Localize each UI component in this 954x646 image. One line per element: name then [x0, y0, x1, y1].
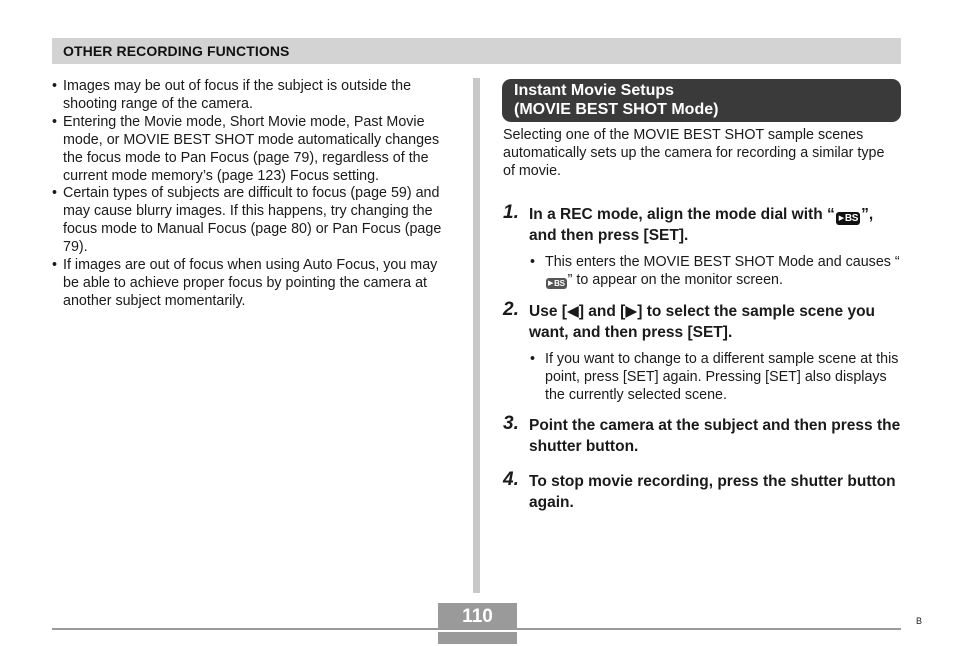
movie-best-shot-icon: ▶BS: [548, 279, 565, 288]
left-arrow-icon: ◀: [566, 303, 579, 320]
step-note: • This enters the MOVIE BEST SHOT Mode and causes “▶BS ” to appear on the monitor screen.: [529, 253, 901, 289]
step-2: [503, 299, 901, 404]
step-1: [503, 202, 901, 289]
focus-notes-list: [52, 78, 452, 311]
right-arrow-icon: ▶: [625, 303, 638, 320]
step-number: 4.: [503, 469, 519, 490]
movie-best-shot-icon: ▶BS: [836, 212, 860, 225]
section-header-bar: [52, 38, 901, 64]
step-instruction: Point the camera at the subject and then press the shutter button.: [529, 417, 901, 455]
list-item: • If images are out of focus when using Auto Focus, you may be able to achieve proper focus by pointing the camera at another subject momentarily.: [52, 257, 452, 311]
page-number-box: [438, 603, 517, 644]
list-item: • Images may be out of focus if the subject is outside the shooting range of the camera.: [52, 78, 452, 114]
step-3: [503, 413, 901, 457]
step-note: • If you want to change to a different sample scene at this point, press [SET] again. Pressing [SET] also displays the currently selected scene.: [529, 350, 901, 404]
section-heading-box: [502, 79, 901, 122]
section-title: [514, 81, 718, 119]
page-number: 110: [462, 606, 493, 627]
section-intro: Selecting one of the MOVIE BEST SHOT sample scenes automatically sets up the camera for recording a similar type of movie.: [503, 127, 885, 179]
step-4: [503, 469, 901, 513]
corner-letter: B: [916, 616, 923, 626]
step-number: 2.: [503, 299, 519, 320]
left-column: [52, 78, 452, 311]
step-instruction: In a REC mode, align the mode dial with “ ▶BS ”, and then press [SET].: [529, 206, 874, 244]
column-divider: [473, 78, 480, 593]
step-number: 1.: [503, 202, 519, 223]
step-instruction: Use [◀] and [▶] to select the sample scene you want, and then press [SET].: [529, 303, 876, 341]
list-item: • Entering the Movie mode, Short Movie mode, Past Movie mode, or MOVIE BEST SHOT mode automatically changes the focus mode to Pan Focus (page 79), regardless of the current mode memory’s (page 123) Focus setting.: [52, 114, 452, 186]
section-title-line2: (MOVIE BEST SHOT Mode): [514, 101, 719, 118]
header-title: OTHER RECORDING FUNCTIONS: [63, 43, 290, 59]
section-title-line1: Instant Movie Setups: [514, 82, 675, 99]
step-instruction: To stop movie recording, press the shutter button again.: [529, 473, 896, 511]
step-number: 3.: [503, 413, 519, 434]
list-item: • Certain types of subjects are difficult to focus (page 59) and may cause blurry images. If this happens, try changing the focus mode to Manual Focus (page 80) or Pan Focus (page 79).: [52, 185, 452, 257]
